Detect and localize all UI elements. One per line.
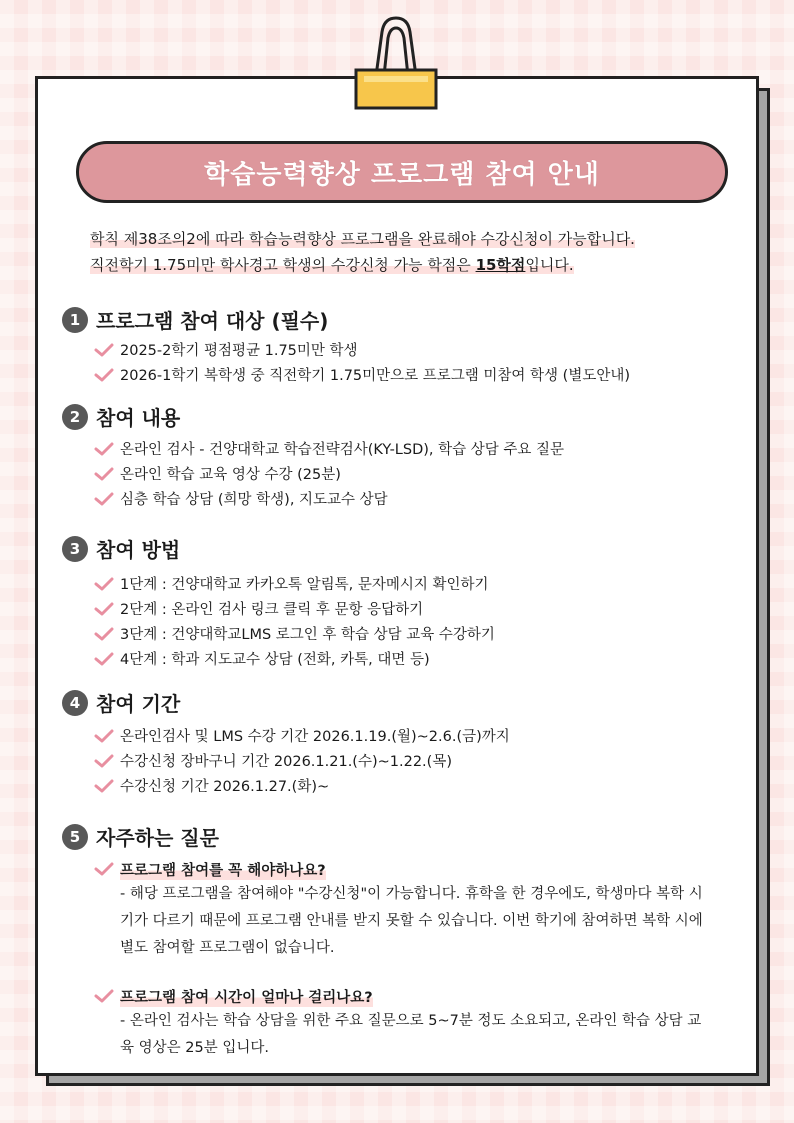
section-number-badge: 4 [62, 690, 88, 716]
check-icon [94, 754, 114, 768]
list-item: 4단계 : 학과 지도교수 상담 (전화, 카톡, 대면 등) [94, 646, 495, 671]
list-item: 수강신청 장바구니 기간 2026.1.21.(수)~1.22.(목) [94, 748, 510, 773]
list-item: 2025-2학기 평점평균 1.75미만 학생 [94, 337, 630, 362]
section-3-list [94, 571, 495, 671]
section-2-list [94, 436, 564, 511]
list-item: 심층 학습 상담 (희망 학생), 지도교수 상담 [94, 486, 564, 511]
section-title: 참여 방법 [96, 538, 181, 562]
section-title: 자주하는 질문 [96, 826, 219, 850]
check-icon [94, 652, 114, 666]
faq-question: 프로그램 참여를 꼭 해야하나요? [94, 857, 710, 881]
check-icon [94, 368, 114, 382]
intro-line-2-end: 입니다. [525, 256, 574, 274]
section-number-badge: 5 [62, 824, 88, 850]
section-3-header [62, 534, 180, 563]
section-number-badge: 1 [62, 307, 88, 333]
credit-limit: 15학점 [475, 256, 526, 274]
binder-clip-icon [346, 14, 446, 110]
check-icon [94, 577, 114, 591]
list-item: 3단계 : 건양대학교LMS 로그인 후 학습 상담 교육 수강하기 [94, 621, 495, 646]
check-icon [94, 602, 114, 616]
intro-line-1: 학칙 제38조의2에 따라 학습능력향상 프로그램을 완료해야 수강신청이 가능합니다. [90, 230, 635, 248]
intro-text [90, 226, 635, 278]
section-4-header [62, 688, 180, 717]
faq-question: 프로그램 참여 시간이 얼마나 걸리나요? [94, 984, 710, 1008]
check-icon [94, 729, 114, 743]
check-icon [94, 862, 114, 876]
title-banner [76, 141, 728, 203]
check-icon [94, 989, 114, 1003]
list-item: 온라인검사 및 LMS 수강 기간 2026.1.19.(월)~2.6.(금)까지 [94, 723, 510, 748]
section-number-badge: 2 [62, 404, 88, 430]
check-icon [94, 627, 114, 641]
section-number-badge: 3 [62, 536, 88, 562]
check-icon [94, 442, 114, 456]
list-item: 온라인 검사 - 건양대학교 학습전략검사(KY-LSD), 학습 상담 주요 질문 [94, 436, 564, 461]
section-4-list [94, 723, 510, 798]
faq-answer: - 온라인 검사는 학습 상담을 위한 주요 질문으로 5~7분 정도 소요되고, 온라인 학습 상담 교육 영상은 25분 입니다. [120, 1013, 702, 1056]
check-icon [94, 343, 114, 357]
section-1-list [94, 337, 630, 387]
list-item: 2026-1학기 복학생 중 직전학기 1.75미만으로 프로그램 미참여 학생 (별도안내) [94, 362, 630, 387]
check-icon [94, 467, 114, 481]
section-title: 프로그램 참여 대상 (필수) [96, 309, 329, 333]
check-icon [94, 779, 114, 793]
list-item: 2단계 : 온라인 검사 링크 클릭 후 문항 응답하기 [94, 596, 495, 621]
section-title: 참여 기간 [96, 692, 181, 716]
list-item: 수강신청 기간 2026.1.27.(화)~ [94, 773, 510, 798]
faq-answer: - 해당 프로그램을 참여해야 "수강신청"이 가능합니다. 휴학을 한 경우에도, 학생마다 복학 시기가 다르기 때문에 프로그램 안내를 받지 못할 수 있습니다. 이번 학기에 참여하면 복학 시에 별도 참여할 프로그램이 없습니다. [120, 886, 703, 956]
page-title: 학습능력향상 프로그램 참여 안내 [204, 159, 600, 190]
check-icon [94, 492, 114, 506]
intro-line-2: 직전학기 1.75미만 학사경고 학생의 수강신청 가능 학점은 [90, 256, 476, 274]
faq-item-1 [94, 857, 710, 962]
section-1-header [62, 305, 328, 334]
section-2-header [62, 402, 180, 431]
section-5-header [62, 822, 219, 851]
list-item: 온라인 학습 교육 영상 수강 (25분) [94, 461, 564, 486]
section-title: 참여 내용 [96, 406, 181, 430]
list-item: 1단계 : 건양대학교 카카오톡 알림톡, 문자메시지 확인하기 [94, 571, 495, 596]
faq-item-2 [94, 984, 710, 1062]
